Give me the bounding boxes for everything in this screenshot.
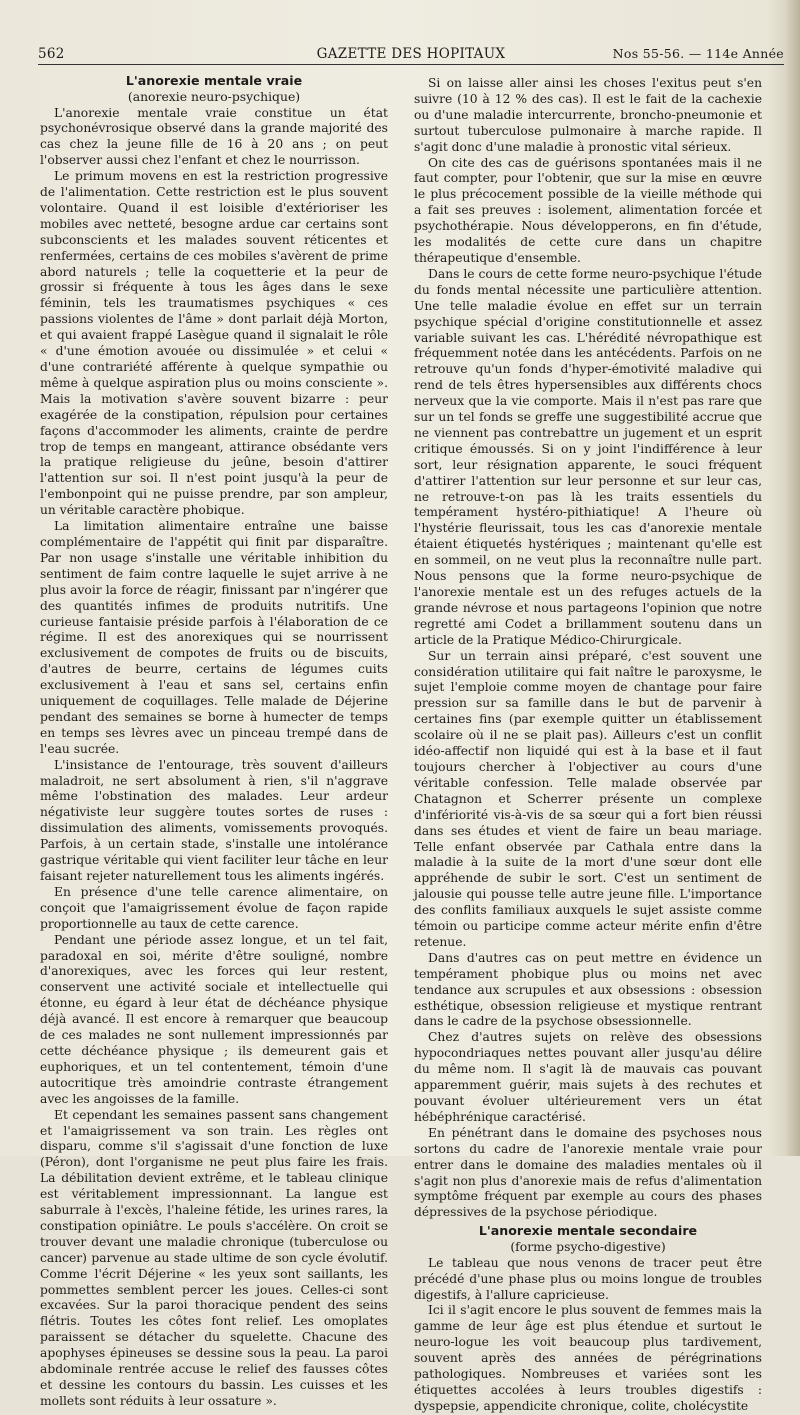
issue-info: Nos 55-56. — 114e Année	[612, 46, 784, 61]
right-column	[414, 76, 762, 1415]
paragraph: Le primum movens en est la restriction progressive de l'alimentation. Cette restriction est le plus souvent volontaire. Quand il est loisible d'extérioriser les mobiles avec netteté, besogne ardue car certains sont subconscients et les malades souvent réticentes et renfermées, certains de ces mobiles s'avèrent de prime abord naturels ; telle la coquetterie et la peur de grossir si fréquente à tous les âges dans le sexe féminin, tels les traumatismes psychiques « ces passions violentes de l'âme » dont parlait déjà Morton, et qui avaient frappé Lasègue quand il signalait le rôle « d'une émotion avouée ou dissimulée » et celui « d'une contrariété afférente à quelque sympathie ou même à quelque aspiration plus ou moins consciente ». Mais la motivation s'avère souvent bizarre : peur exagérée de la constipation, répulsion pour certaines façons d'accommoder les aliments, crainte de perdre trop de temps en mangeant, attirance obsédante vers la pratique religieuse du jeûne, besoin d'attirer l'attention sur soi. Il n'est point jusqu'à la peur de l'embonpoint qui ne puisse prendre, par son ampleur, un véritable caractère phobique.	[40, 169, 388, 518]
paragraph: Chez d'autres sujets on relève des obsessions hypocondriaques nettes pouvant aller jusqu'au délire du même nom. Il s'agit là de mauvais cas pouvant apparemment guérir, mais sujets à des rechutes et pouvant évoluer ultérieurement vers un état hébéphrénique caractérisé.	[414, 1030, 762, 1124]
section-title: L'anorexie mentale vraie	[125, 73, 303, 88]
section-subtitle: (anorexie neuro-psychique)	[127, 89, 301, 104]
section-subtitle-secondary: (forme psycho-digestive)	[510, 1239, 666, 1255]
running-header	[38, 44, 784, 64]
page-number: 562	[38, 46, 65, 62]
left-column	[40, 73, 388, 1410]
paragraph: En présence d'une telle carence alimentaire, on conçoit que l'amaigrissement évolue de façon rapide proportionnelle au taux de cette carence.	[40, 884, 388, 931]
paragraph: L'anorexie mentale vraie constitue un état psychonévrosique observé dans la grande majorité des cas chez la jeune fille de 16 à 20 ans ; on peut l'observer aussi chez l'enfant et chez le nourrisson.	[40, 105, 388, 168]
paragraph: L'insistance de l'entourage, très souvent d'ailleurs maladroit, ne sert absolument à rien, s'il n'aggrave même l'obstination des malades. Leur ardeur négativiste leur suggère toutes sortes de ruses : dissimulation des aliments, vomissements provoqués. Parfois, à un certain stade, s'installe une intolérance gastrique véritable qui vient faciliter leur tâche en leur faisant rejeter naturellement tous les aliments ingérés.	[40, 757, 388, 883]
paragraph: Dans le cours de cette forme neuro-psychique l'étude du fonds mental nécessite une particulière attention. Une telle maladie évolue en effet sur un terrain psychique spécial d'origine constitutionnelle et assez variable suivant les cas. L'hérédité névropathique est fréquemment notée dans les antécédents. Parfois on ne retrouve qu'un fonds d'hyper-émotivité maladive qui rend de tels êtres hypersensibles aux différents chocs nerveux que la vie comporte. Mais il n'est pas rare que sur un tel fonds se greffe une suggestibilité accrue que ne viennent pas contrebattre un jugement et un esprit critique émoussés. Si on y joint l'indifférence à leur sort, leur résignation apparente, le souci fréquent d'attirer l'attention sur leur personne et sur leur cas, ne retrouve-t-on pas là les traits essentiels du tempérament hystéro-pithiatique! A l'heure où l'hystérie fleurissait, tous les cas d'anorexie mentale étaient étiquetés hystériques ; maintenant qu'elle est en sommeil, on ne veut plus la reconnaître nulle part. Nous pensons que la forme neuro-psychique de l'anorexie mentale est un des refuges actuels de la grande névrose et nous partageons l'opinion que notre regretté ami Codet a brillamment soutenu dans un article de la Pratique Médico-Chirurgicale.	[414, 266, 762, 647]
header-rule	[38, 64, 784, 65]
paragraph: Le tableau que nous venons de tracer peut être précédé d'une phase plus ou moins longue de troubles digestifs, à l'allure capricieuse.	[414, 1255, 762, 1302]
paragraph: En pénétrant dans le domaine des psychoses nous sortons du cadre de l'anorexie mentale vraie pour entrer dans le domaine des maladies mentales où il s'agit non plus d'anorexie mais de refus d'alimentation symptôme fréquent par exemple au cours des phases dépressives de la psychose périodique.	[414, 1125, 762, 1220]
paragraph: Si on laisse aller ainsi les choses l'exitus peut s'en suivre (10 à 12 % des cas). Il est le fait de la cachexie ou d'une maladie intercurrente, broncho-pneumonie et surtout tuberculose pulmonaire à marche rapide. Il s'agit donc d'une maladie à pronostic vital sérieux.	[414, 76, 762, 154]
paragraph: Sur un terrain ainsi préparé, c'est souvent une considération utilitaire qui fait naître le paroxysme, le sujet l'emploie comme moyen de chantage pour faire pression sur sa famille dans le but de parvenir à certaines fins (par exemple quitter un établissement scolaire où il ne se plait pas). Ailleurs c'est un conflit idéo-affectif non liquidé qui est à la base et il faut toujours chercher à l'objectiver au cours d'une véritable confession. Telle malade observée par Chatagnon et Scherrer présente un complexe d'infériorité vis-à-vis de sa sœur qui a fort bien réussi dans ses études et vient de faire un beau mariage. Telle enfant observée par Cathala entre dans la maladie à la suite de la mort d'une sœur dont elle appréhende de subir le sort. C'est un sentiment de jalousie qui pousse telle autre jeune fille. L'importance des conflits familiaux auxquels le sujet assiste comme témoin ou participe comme acteur mérite enfin d'être retenue.	[414, 648, 762, 949]
journal-title: GAZETTE DES HOPITAUX	[316, 46, 506, 62]
section-title-secondary: L'anorexie mentale secondaire	[478, 1223, 698, 1239]
paragraph: Et cependant les semaines passent sans changement et l'amaigrissement va son train. Les règles ont disparu, comme s'il s'agissait d'une fonction de luxe (Péron), dont l'organisme ne peut plus faire les frais. La débilitation devient extrême, et le tableau clinique est véritablement impressionnant. La langue est saburrale à l'excès, l'haleine fétide, les urines rares, la constipation opiniâtre. Le pouls s'accélère. On croit se trouver devant une maladie chronique (tuberculose ou cancer) parvenue au stade ultime de son cycle évolutif. Comme l'écrit Déjerine « les yeux sont saillants, les pommettes semblent percer les joues. Celles-ci sont excavées. Sur la paroi thoracique pendent des seins flétris. Toutes les côtes font relief. Les omoplates paraissent se détacher du squelette. Chacune des apophyses épineuses se dessine sous la peau. La paroi abdominale rentrée accuse le relief des fausses côtes et dessine les contours du bassin. Les cuisses et les mollets sont réduits à leur ossature ».	[40, 1107, 388, 1408]
page-spine-shadow	[786, 0, 800, 1156]
paragraph: Ici il s'agit encore le plus souvent de femmes mais la gamme de leur âge est plus étendue et surtout le neuro-logue les voit beaucoup plus tardivement, souvent après des années de pérégrinations pathologiques. Nombreuses et variées sont les étiquettes accolées à leurs troubles digestifs : dyspepsie, appendicite chronique, colite, cholécystite	[414, 1303, 762, 1413]
paragraph: Dans d'autres cas on peut mettre en évidence un tempérament phobique plus ou moins net avec tendance aux scrupules et aux obsessions : obsession esthétique, obsession religieuse et mystique rentrant dans le cadre de la psychose obsessionnelle.	[414, 950, 762, 1029]
paragraph: Pendant une période assez longue, et un tel fait, paradoxal en soi, mérite d'être souligné, nombre d'anorexiques, avec les forces qui leur restent, conservent une activité sociale et intellectuelle qui étonne, eu égard à leur état de déchéance physique déjà avancé. Il est encore à remarquer que beaucoup de ces malades ne sont nullement impressionnés par cette déchéance physique ; ils demeurent gais et euphoriques, et un tel contentement, témoin d'une autocritique très amoindrie contraste étrangement avec les angoisses de la famille.	[40, 932, 388, 1106]
paragraph: On cite des cas de guérisons spontanées mais il ne faut compter, pour l'obtenir, que sur la mise en œuvre le plus précocement possible de la vieille méthode qui a fait ses preuves : isolement, alimentation forcée et psychothérapie. Nous développerons, en fin d'étude, les modalités de cette cure dans un chapitre thérapeutique d'ensemble.	[414, 155, 762, 265]
paragraph: La limitation alimentaire entraîne une baisse complémentaire de l'appétit qui finit par disparaître. Par non usage s'installe une véritable inhibition du sentiment de faim contre laquelle le sujet arrive à ne plus avoir la force de réagir, finissant par n'ingérer que des quantités infimes de produits nutritifs. Une curieuse fantaisie préside parfois à l'élaboration de ce régime. Il est des anorexiques qui se nourrissent exclusivement de compotes de fruits ou de biscuits, d'autres de beurre, certains de légumes cuits exclusivement à l'eau et sans sel, certains enfin uniquement de coquillages. Telle malade de Déjerine pendant des semaines se borne à humecter de temps en temps ses lèvres avec un pinceau trempé dans de l'eau sucrée.	[40, 519, 388, 756]
